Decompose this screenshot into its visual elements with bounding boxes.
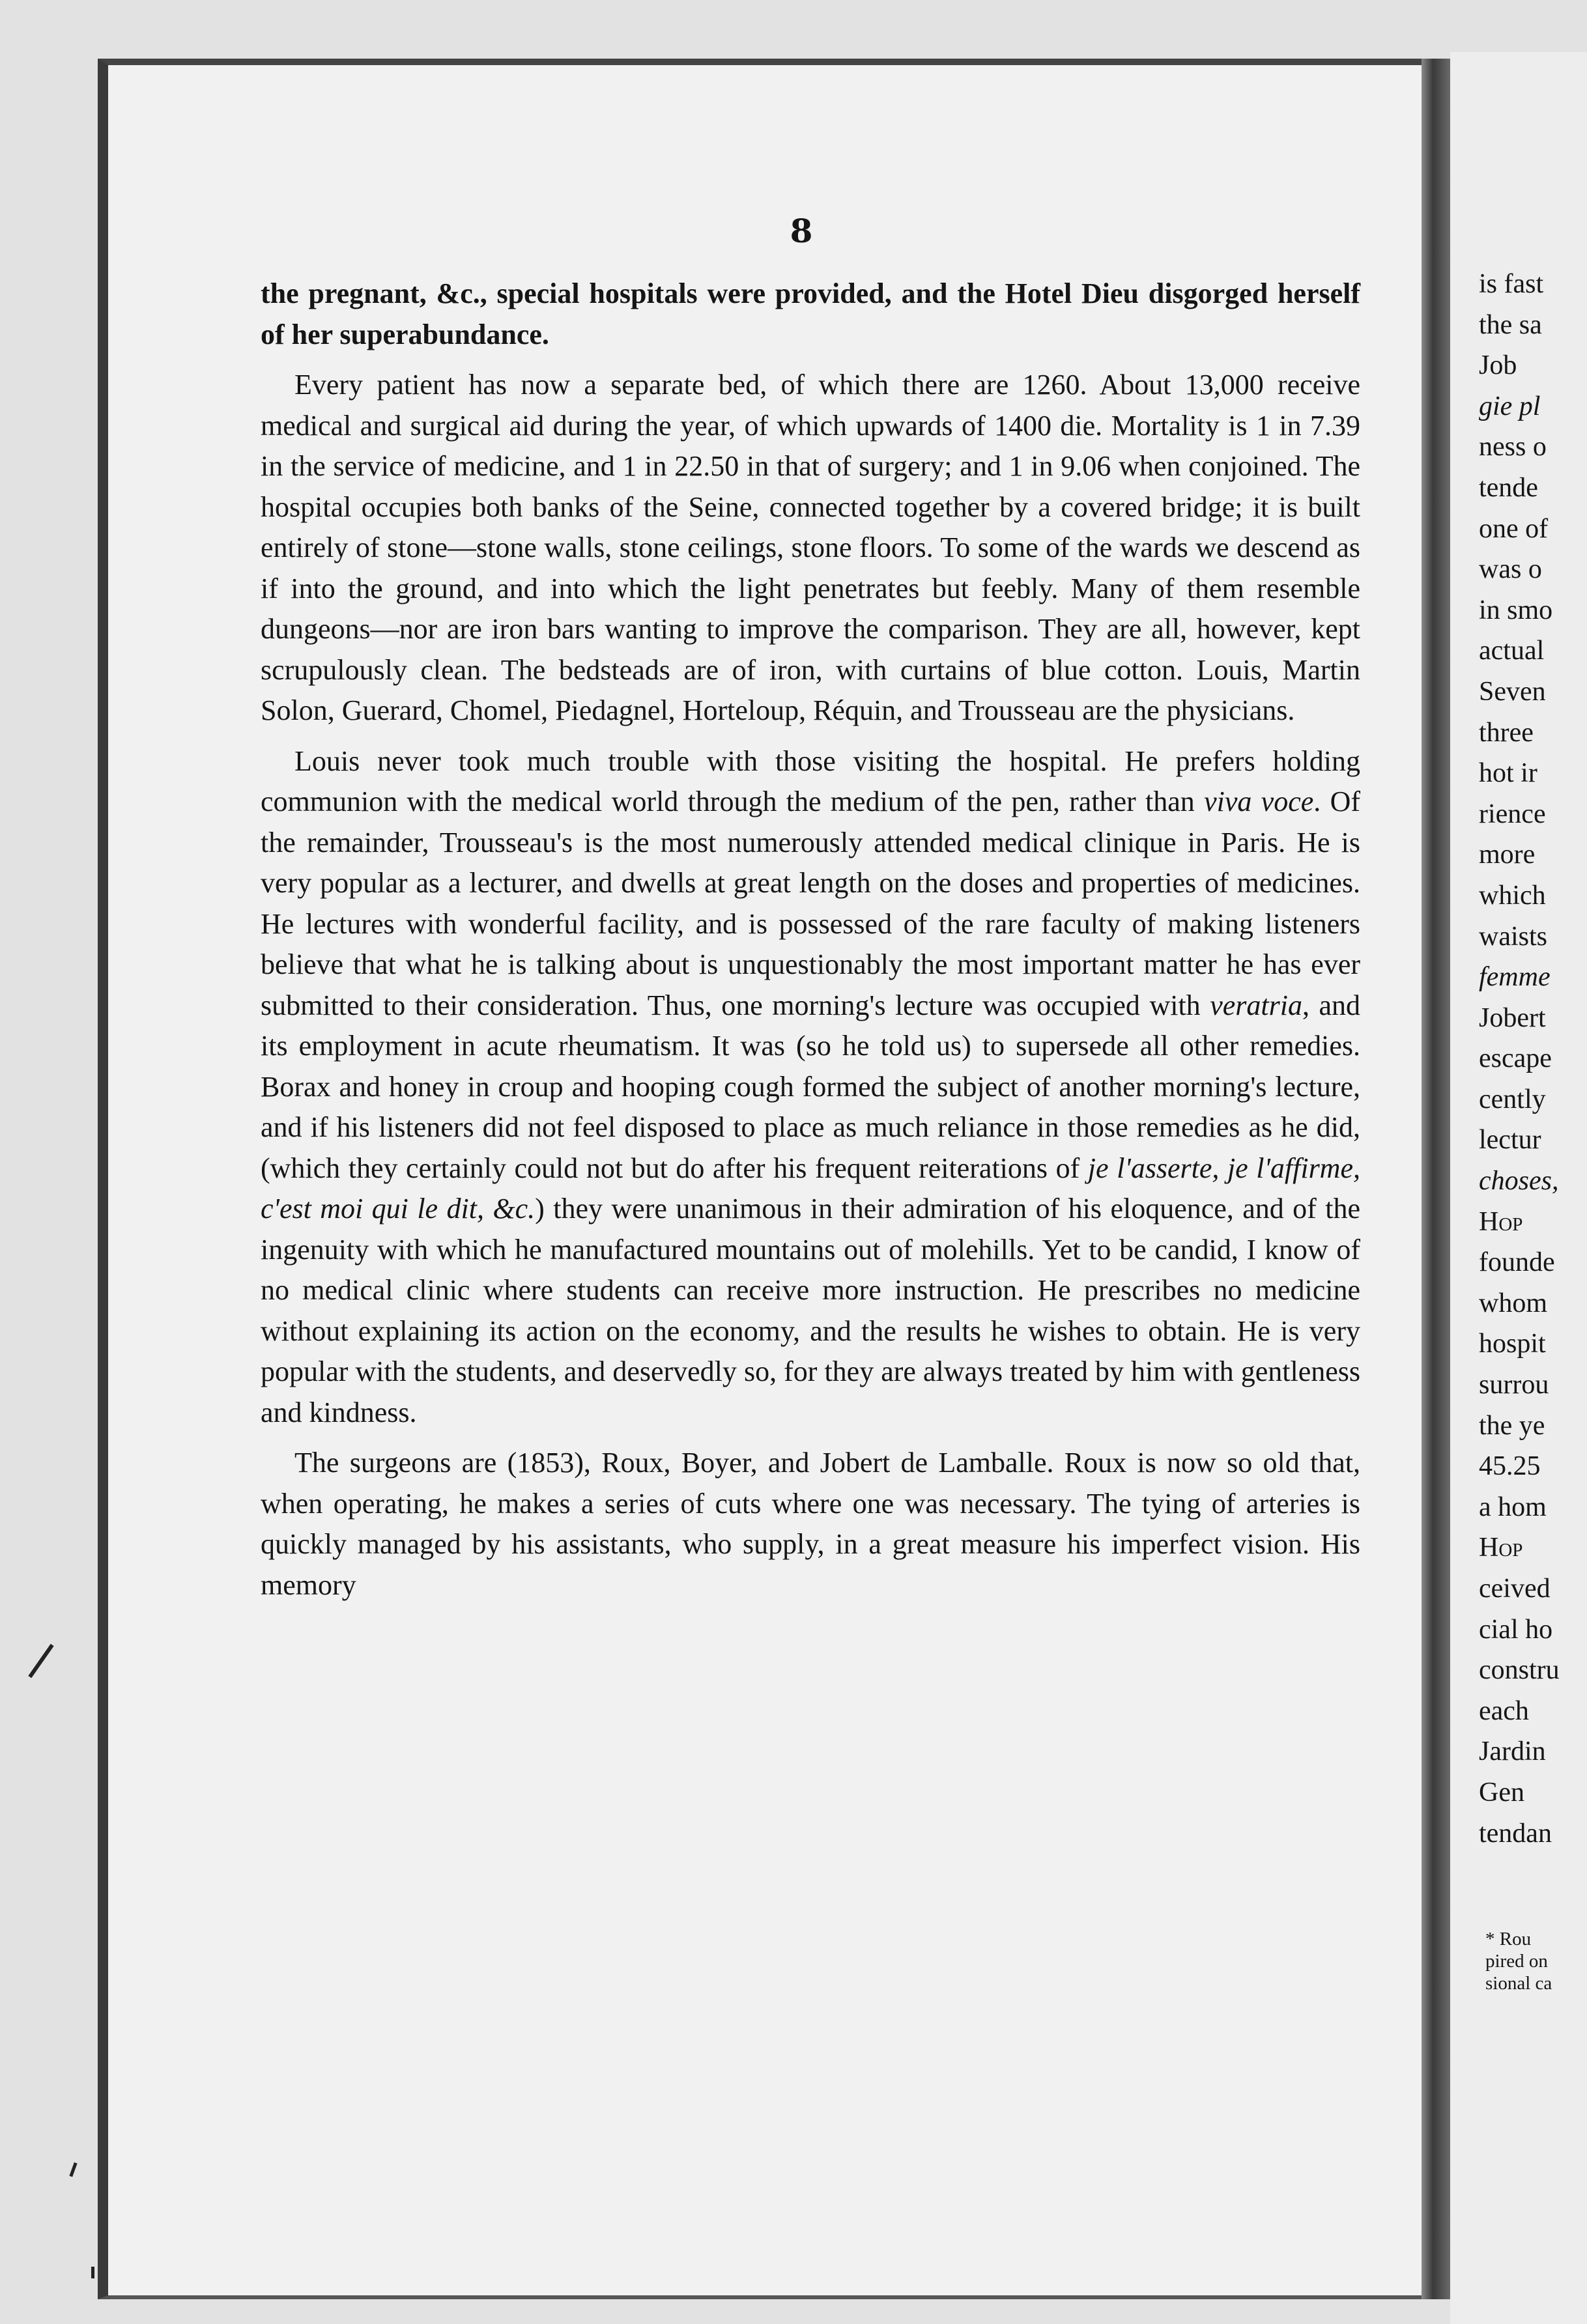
facing-line: femme (1479, 962, 1551, 993)
facing-line: waists (1479, 921, 1547, 952)
facing-line: Job (1479, 350, 1517, 381)
facing-line: the ye (1479, 1410, 1545, 1441)
facing-line: Hop (1479, 1533, 1523, 1563)
text-run: . Of the remainder, Trousseau's is the most numerously attended medical clinique in Paris. He is very popular as a lecturer, and dwells at great length on the doses and properties of medicines. He lectures with wonderful facility, and is possessed of the rare faculty of making listeners believe that what he is talking about is unquestionably the most important matter he has ever submitted to their consideration. Thus, one morning's lecture was occupied with (261, 786, 1360, 1021)
facing-line: in smo (1479, 595, 1553, 625)
facing-line: surrou (1479, 1370, 1549, 1400)
text-run: Louis never took much trouble with those visiting the hospital. He prefers holding communion with the medical world through the medium of the pen, rather than (261, 744, 1360, 817)
facing-line: founde (1479, 1247, 1555, 1278)
facing-line: three (1479, 717, 1534, 748)
footnote-line: pired on (1485, 1951, 1548, 1972)
body-text (261, 274, 1360, 1615)
book-gutter (1422, 59, 1450, 2299)
facing-line: choses, (1479, 1166, 1559, 1197)
facing-line: each (1479, 1695, 1529, 1726)
facing-line: cial ho (1479, 1614, 1553, 1645)
facing-page-footnote (1485, 1928, 1587, 1994)
paragraph-trousseau (261, 741, 1360, 1434)
footnote-line: * Rou (1485, 1929, 1532, 1949)
facing-line: whom (1479, 1288, 1547, 1318)
facing-line: actual (1479, 636, 1545, 666)
facing-line: tende (1479, 472, 1538, 503)
facing-line: hospit (1479, 1329, 1546, 1359)
italic-phrase: je l'asserte, je l'affirme, c'est moi qui le dit, &c. (261, 1152, 1360, 1225)
paragraph-hotel-dieu: Every patient has now a separate bed, of which there are 1260. About 13,000 receive medical and surgical aid during the year, of which upwards of 1400 die. Mortality is 1 in 7.39 in the service of medicine, and 1 in 22.50 in that of surgery; and 1 in 9.06 when conjoined. The hospital occupies both banks of the Seine, connected together by a covered bridge; it is built entirely of stone—stone walls, stone ceilings, stone floors. To some of the wards we descend as if into the ground, and into which the light penetrates but feebly. Many of them resemble dungeons—nor are iron bars wanting to improve the comparison. They are all, however, kept scrupulously clean. The bedsteads are of iron, with curtains of blue cotton. Louis, Martin Solon, Guerard, Chomel, Piedagnel, Horteloup, Réquin, and Trousseau are the physicians. (261, 369, 1360, 726)
facing-line: which (1479, 880, 1546, 911)
facing-line: cently (1479, 1084, 1546, 1114)
facing-line: constru (1479, 1655, 1560, 1686)
text-run: , and its employment in acute rheumatism. It was (so he told us) to supersede all other remedies. Borax and honey in croup and hooping cough formed the subject of another morning's lecture, and if his listeners did not feel disposed to place as much reliance in those remedies as he did, (which they certainly could not but do after his frequent reiterations of (261, 989, 1361, 1184)
facing-line: escape (1479, 1043, 1552, 1074)
facing-line: more (1479, 840, 1536, 870)
facing-line: was o (1479, 554, 1542, 585)
facing-line: Seven (1479, 676, 1546, 707)
paragraph-continuation: the pregnant, &c., special hospitals were provided, and the Hotel Dieu disgorged herself of her superabundance. (261, 277, 1360, 350)
facing-line: ness o (1479, 432, 1547, 462)
facing-line: lectur (1479, 1125, 1541, 1155)
facing-line: Hop (1479, 1206, 1523, 1237)
facing-page-text (1479, 264, 1587, 1854)
facing-line: is fast (1479, 269, 1544, 299)
facing-line: the sa (1479, 309, 1542, 340)
facing-line: rience (1479, 799, 1546, 829)
italic-phrase: viva voce (1204, 786, 1314, 817)
scan-speck (91, 2267, 94, 2278)
italic-phrase: veratria (1210, 989, 1302, 1021)
facing-line: Gen (1479, 1777, 1524, 1807)
paragraph-surgeons: The surgeons are (1853), Roux, Boyer, and Jobert de Lamballe. Roux is now so old that, when operating, he makes a series of cuts where one was necessary. The tying of arteries is quickly managed by his assistants, who supply, in a great measure his imperfect vision. His memory (261, 1447, 1360, 1601)
facing-line: Jardin (1479, 1736, 1546, 1767)
text-run: ) they were unanimous in their admiration of his eloquence, and of the ingenuity with which he manufactured mountains out of molehills. Yet to be candid, I know of no medical clinic where students can receive more instruction. He prescribes no medicine without explaining its action on the economy, and the results he wishes to obtain. He is very popular with the students, and deservedly so, for they are always treated by him with gentleness and kindness. (261, 1193, 1360, 1428)
facing-line: a hom (1479, 1492, 1547, 1522)
facing-line: one of (1479, 513, 1549, 544)
footnote-line: sional ca (1485, 1973, 1552, 1994)
facing-line: gie pl (1479, 391, 1541, 421)
facing-line: tendan (1479, 1818, 1552, 1849)
facing-line: ceived (1479, 1574, 1551, 1604)
facing-line: Jobert (1479, 1002, 1546, 1033)
facing-line: hot ir (1479, 758, 1537, 789)
page-number: 8 (790, 212, 813, 250)
facing-line: 45.25 (1479, 1451, 1541, 1482)
